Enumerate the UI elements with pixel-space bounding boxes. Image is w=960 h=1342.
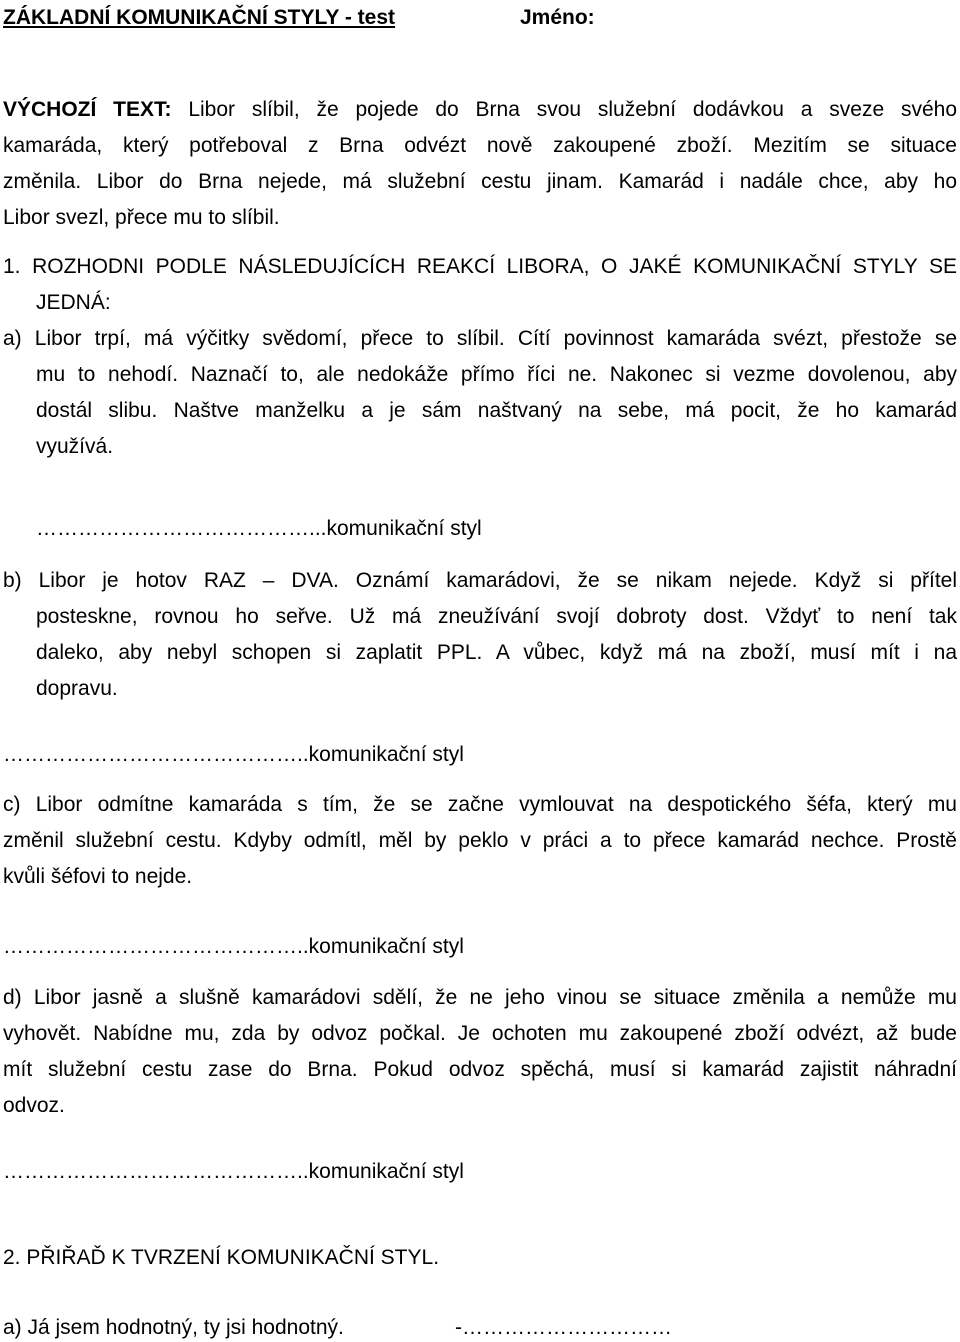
item-b-answer-field[interactable]: ……………………………………..komunikační styl	[3, 743, 464, 766]
intro-line-3: změnila. Libor do Brna nejede, má služební cestu jinam. Kamarád i nadále chce, aby ho	[3, 170, 957, 193]
item-d-answer-field[interactable]: ……………………………………..komunikační styl	[3, 1160, 464, 1183]
item-a-line-3: dostál slibu. Naštve manželku a je sám naštvaný na sebe, má pocit, že ho kamarád	[36, 399, 957, 422]
item-c-line-1: c) Libor odmítne kamaráda s tím, že se začne vymlouvat na despotického šéfa, který mu	[3, 793, 957, 816]
task1-heading-line-1: 1. ROZHODNI PODLE NÁSLEDUJÍCÍCH REAKCÍ LIBORA, O JAKÉ KOMUNIKAČNÍ STYLY SE	[3, 255, 957, 278]
intro-label: VÝCHOZÍ TEXT:	[3, 98, 172, 121]
item-a-line-1: a) Libor trpí, má výčitky svědomí, přece to slíbil. Cítí povinnost kamaráda svézt, přestože se	[3, 327, 957, 350]
item-d-line-1: d) Libor jasně a slušně kamarádovi sdělí, že ne jeho vinou se situace změnila a nemůže mu	[3, 986, 957, 1009]
task2-item-a: a) Já jsem hodnotný, ty jsi hodnotný.	[3, 1316, 344, 1339]
item-c-line-2: změnil služební cestu. Kdyby odmítl, měl by peklo v práci a to přece kamarád nechce. Prostě	[3, 829, 957, 852]
item-a-line-2: mu to nehodí. Naznačí to, ale nedokáže přímo říci ne. Nakonec si vezme dovolenou, aby	[36, 363, 957, 386]
item-a-line-4: využívá.	[36, 435, 114, 458]
item-c-answer-field[interactable]: ……………………………………..komunikační styl	[3, 935, 464, 958]
item-d-line-3: mít služební cestu zase do Brna. Pokud odvoz spěchá, musí si kamarád zajistit náhradní	[3, 1058, 957, 1081]
item-d-line-2: vyhovět. Nabídne mu, zda by odvoz počkal. Je ochoten mu zakoupené zboží odvézt, až bude	[3, 1022, 957, 1045]
task1-heading-line-2: JEDNÁ:	[36, 291, 111, 314]
intro-line-1: VÝCHOZÍ TEXT: Libor slíbil, že pojede do Brna svou služební dodávkou a sveze svého	[3, 98, 958, 121]
item-d-line-4: odvoz.	[3, 1094, 65, 1117]
item-b-line-3: daleko, aby nebyl schopen si zaplatit PPL. A vůbec, když má na zboží, musí mít i na	[36, 641, 957, 664]
item-b-line-2: posteskne, rovnou ho seřve. Už má zneužívání svojí dobroty dost. Vždyť to není tak	[36, 605, 957, 628]
item-b-line-4: dopravu.	[36, 677, 118, 700]
task2-heading: 2. PŘIŘAĎ K TVRZENÍ KOMUNIKAČNÍ STYL.	[3, 1246, 440, 1269]
item-c-line-3: kvůli šéfovi to nejde.	[3, 865, 193, 888]
intro-line-4: Libor svezl, přece mu to slíbil.	[3, 206, 280, 229]
item-a-answer-field[interactable]: …………………………………...komunikační styl	[36, 517, 482, 540]
item-b-line-1: b) Libor je hotov RAZ – DVA. Oznámí kamarádovi, že se nikam nejede. Když si přítel	[3, 569, 957, 592]
name-label: Jméno:	[520, 6, 595, 29]
task2-item-a-answer-field[interactable]: -…………………………	[455, 1316, 672, 1339]
intro-line-2: kamaráda, který potřeboval z Brna odvézt nově zakoupené zboží. Mezitím se situace	[3, 134, 957, 157]
page-title: ZÁKLADNÍ KOMUNIKAČNÍ STYLY - test	[3, 6, 396, 29]
